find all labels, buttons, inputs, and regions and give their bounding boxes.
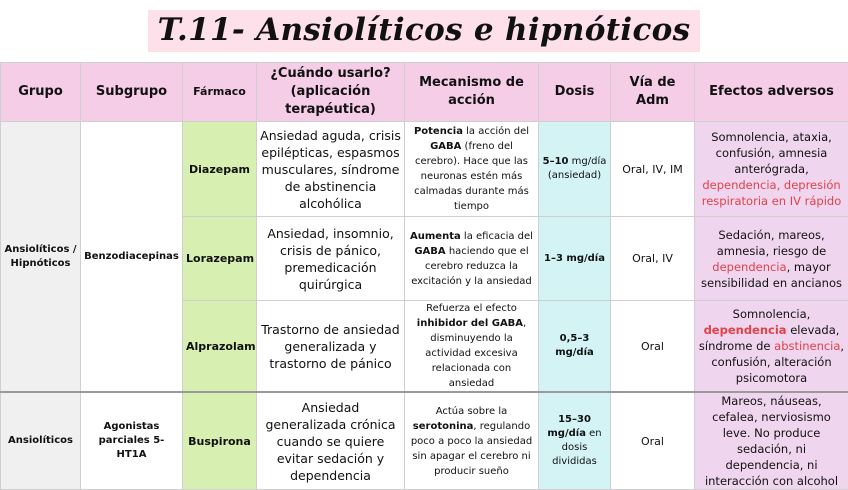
adverse-cell: Somnolencia, ataxia, confusión, amnesia anterógrada, dependencia, depresión respiratoria en IV rápido [695, 122, 848, 217]
page-title: T.11- Ansiolíticos e hipnóticos [148, 10, 701, 52]
col-header-cuando: ¿Cuándo usarlo? (aplicación terapéutica) [257, 63, 405, 122]
title-bar [0, 0, 848, 62]
col-header-farmaco: Fármaco [183, 63, 257, 122]
dose-cell: 15–30 mg/día en dosis divididas [539, 392, 611, 490]
use-cell: Ansiedad aguda, crisis epilépticas, espasmos musculares, síndrome de abstinencia alcohólica [257, 122, 405, 217]
route-cell: Oral [611, 392, 695, 490]
mechanism-cell: Potencia la acción del GABA (freno del cerebro). Hace que las neuronas estén más calmadas durante más tiempo [405, 122, 539, 217]
col-header-grupo: Grupo [1, 63, 81, 122]
route-cell: Oral [611, 301, 695, 393]
mechanism-cell: Actúa sobre la serotonina, regulando poco a poco la ansiedad sin apagar el cerebro ni producir sueño [405, 392, 539, 490]
drug-cell: Lorazepam [183, 217, 257, 301]
dose-cell: 5–10 mg/día (ansiedad) [539, 122, 611, 217]
group-cell: Ansiolíticos / Hipnóticos [1, 122, 81, 393]
drug-cell: Diazepam [183, 122, 257, 217]
col-header-via: Vía de Adm [611, 63, 695, 122]
dose-cell: 0,5–3 mg/día [539, 301, 611, 393]
adverse-cell: Mareos, náuseas, cefalea, nerviosismo leve. No produce sedación, ni dependencia, ni interacción con alcohol [695, 392, 848, 490]
adverse-cell: Sedación, mareos, amnesia, riesgo de dependencia, mayor sensibilidad en ancianos [695, 217, 848, 301]
group-cell: Ansiolíticos [1, 392, 81, 490]
col-header-subgrupo: Subgrupo [81, 63, 183, 122]
drug-table [0, 62, 848, 490]
adverse-cell: Somnolencia, dependencia elevada, síndrome de abstinencia, confusión, alteración psicomotora [695, 301, 848, 393]
header-row [1, 63, 848, 122]
col-header-mecanismo: Mecanismo de acción [405, 63, 539, 122]
col-header-efectos: Efectos adversos [695, 63, 848, 122]
use-cell: Ansiedad, insomnio, crisis de pánico, premedicación quirúrgica [257, 217, 405, 301]
subgroup-cell: Benzodiacepinas [81, 122, 183, 393]
use-cell: Trastorno de ansiedad generalizada y trastorno de pánico [257, 301, 405, 393]
table-row [1, 122, 848, 217]
col-header-dosis: Dosis [539, 63, 611, 122]
subgroup-cell: Agonistas parciales 5-HT1A [81, 392, 183, 490]
table-row [1, 392, 848, 490]
use-cell: Ansiedad generalizada crónica cuando se quiere evitar sedación y dependencia [257, 392, 405, 490]
route-cell: Oral, IV [611, 217, 695, 301]
mechanism-cell: Aumenta la eficacia del GABA haciendo que el cerebro reduzca la excitación y la ansiedad [405, 217, 539, 301]
route-cell: Oral, IV, IM [611, 122, 695, 217]
mechanism-cell: Refuerza el efecto inhibidor del GABA, disminuyendo la actividad excesiva relacionada con ansiedad [405, 301, 539, 393]
drug-cell: Alprazolam [183, 301, 257, 393]
drug-cell: Buspirona [183, 392, 257, 490]
dose-cell: 1–3 mg/día [539, 217, 611, 301]
